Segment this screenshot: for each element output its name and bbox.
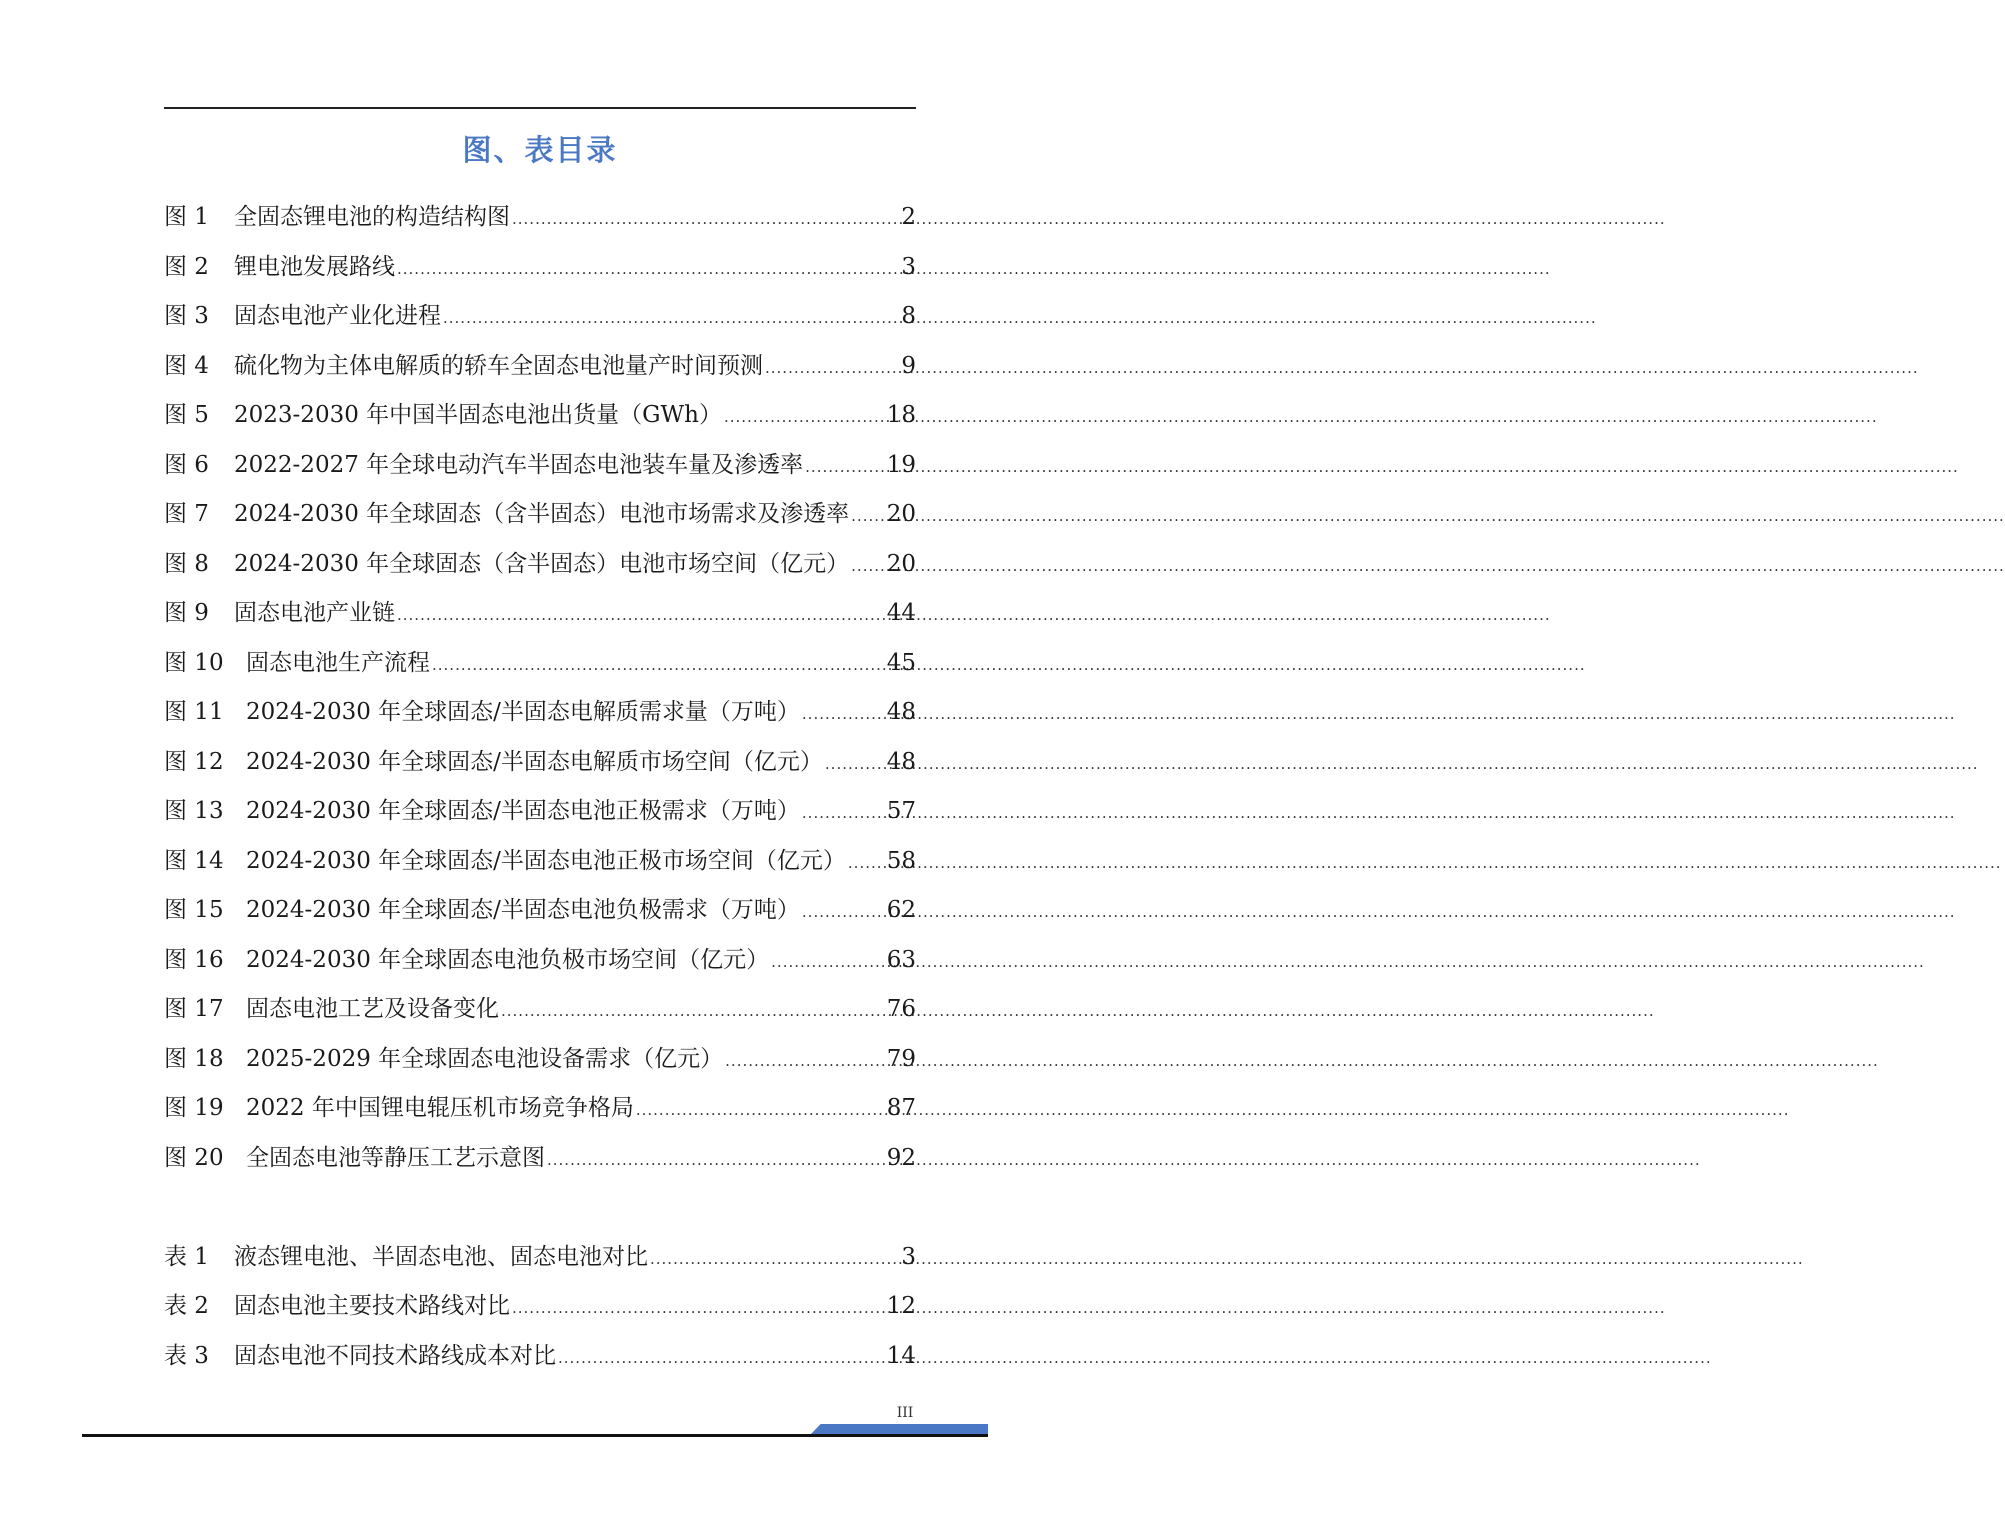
figure-entry[interactable] bbox=[164, 490, 916, 540]
entry-label: 图 13 bbox=[164, 798, 224, 824]
entry-title: 硫化物为主体电解质的轿车全固态电池量产时间预测 bbox=[234, 352, 763, 379]
figure-entry[interactable] bbox=[164, 738, 916, 788]
figure-entry[interactable] bbox=[164, 193, 916, 243]
entry-title: 固态电池主要技术路线对比 bbox=[234, 1293, 510, 1319]
figure-entry[interactable] bbox=[164, 886, 916, 936]
entry-label: 图 9 bbox=[164, 600, 209, 626]
entry-label: 图 4 bbox=[164, 352, 209, 379]
figure-entry[interactable] bbox=[164, 688, 916, 738]
entry-page-number: 45 bbox=[886, 649, 916, 676]
entry-title: 2022-2027 年全球电动汽车半固态电池装车量及渗透率 bbox=[234, 451, 804, 478]
entry-label: 图 6 bbox=[164, 451, 209, 478]
figure-list bbox=[164, 193, 916, 1183]
entry-page-number: 3 bbox=[901, 1243, 916, 1270]
dot-leader bbox=[802, 888, 885, 938]
entry-title: 2024-2030 年全球固态（含半固态）电池市场需求及渗透率 bbox=[234, 501, 850, 527]
dot-leader bbox=[802, 789, 885, 839]
entry-page-number: 19 bbox=[886, 451, 916, 478]
entry-title: 2024-2030 年全球固态/半固态电池负极需求（万吨） bbox=[246, 897, 800, 923]
figure-entry[interactable] bbox=[164, 342, 916, 392]
entry-title: 固态电池产业链 bbox=[234, 600, 395, 626]
entry-title: 2024-2030 年全球固态（含半固态）电池市场空间（亿元） bbox=[234, 550, 850, 577]
entry-title: 2022 年中国锂电辊压机市场竞争格局 bbox=[246, 1095, 634, 1121]
figure-entry[interactable] bbox=[164, 1084, 916, 1134]
entry-label: 图 20 bbox=[164, 1144, 224, 1171]
dot-leader bbox=[397, 591, 885, 641]
dot-leader bbox=[724, 393, 885, 443]
entry-title: 固态电池生产流程 bbox=[246, 649, 430, 676]
figure-entry[interactable] bbox=[164, 787, 916, 837]
entry-label: 表 2 bbox=[164, 1293, 209, 1319]
entry-label: 图 15 bbox=[164, 897, 224, 923]
entry-label: 图 16 bbox=[164, 946, 224, 973]
figure-entry[interactable] bbox=[164, 1134, 916, 1184]
entry-title: 全固态电池等静压工艺示意图 bbox=[246, 1144, 545, 1171]
entry-page-number: 8 bbox=[901, 303, 916, 329]
entry-label: 图 11 bbox=[164, 699, 224, 725]
entry-title: 固态电池工艺及设备变化 bbox=[246, 996, 499, 1022]
figure-entry[interactable] bbox=[164, 1035, 916, 1085]
entry-title: 2024-2030 年全球固态/半固态电解质需求量（万吨） bbox=[246, 699, 800, 725]
entry-title: 固态电池不同技术路线成本对比 bbox=[234, 1342, 556, 1369]
figure-entry[interactable] bbox=[164, 292, 916, 342]
dot-leader bbox=[771, 938, 885, 988]
entry-label: 图 17 bbox=[164, 996, 224, 1022]
dot-leader bbox=[443, 294, 899, 344]
entry-label: 图 19 bbox=[164, 1095, 224, 1121]
dot-leader bbox=[765, 344, 899, 394]
dot-leader bbox=[512, 1284, 885, 1334]
entry-page-number: 62 bbox=[886, 897, 916, 923]
entry-page-number: 57 bbox=[886, 798, 916, 824]
section-gap bbox=[164, 1183, 916, 1233]
entry-page-number: 44 bbox=[886, 600, 916, 626]
figure-entry[interactable] bbox=[164, 589, 916, 639]
entry-label: 图 5 bbox=[164, 402, 209, 428]
figure-entry[interactable] bbox=[164, 391, 916, 441]
entry-label: 图 2 bbox=[164, 253, 209, 280]
table-entry[interactable] bbox=[164, 1332, 916, 1382]
entry-page-number: 9 bbox=[901, 352, 916, 379]
figure-entry[interactable] bbox=[164, 243, 916, 293]
entry-label: 图 7 bbox=[164, 501, 209, 527]
entry-page-number: 48 bbox=[886, 748, 916, 775]
dot-leader bbox=[501, 987, 885, 1037]
dot-leader bbox=[547, 1136, 885, 1186]
entry-title: 锂电池发展路线 bbox=[234, 253, 395, 280]
entry-page-number: 3 bbox=[901, 253, 916, 280]
entry-page-number: 2 bbox=[901, 204, 916, 230]
dot-leader bbox=[725, 1037, 885, 1087]
dot-leader bbox=[558, 1334, 885, 1384]
figure-entry[interactable] bbox=[164, 441, 916, 491]
table-entry[interactable] bbox=[164, 1282, 916, 1332]
header-rule bbox=[164, 107, 916, 109]
entry-page-number: 92 bbox=[886, 1144, 916, 1171]
entry-page-number: 12 bbox=[886, 1293, 916, 1319]
entry-title: 固态电池产业化进程 bbox=[234, 303, 441, 329]
entry-page-number: 79 bbox=[886, 1045, 916, 1072]
figure-entry[interactable] bbox=[164, 540, 916, 590]
entry-label: 图 3 bbox=[164, 303, 209, 329]
page-number: III bbox=[896, 1405, 914, 1421]
dot-leader bbox=[805, 443, 885, 493]
dot-leader bbox=[432, 641, 885, 691]
entry-page-number: 18 bbox=[886, 402, 916, 428]
dot-leader bbox=[851, 542, 885, 592]
entry-label: 表 3 bbox=[164, 1342, 209, 1369]
dot-leader bbox=[825, 740, 885, 790]
entry-title: 2024-2030 年全球固态/半固态电解质市场空间（亿元） bbox=[246, 748, 823, 775]
table-list bbox=[164, 1233, 916, 1382]
entry-title: 2024-2030 年全球固态电池负极市场空间（亿元） bbox=[246, 946, 770, 973]
entry-label: 图 10 bbox=[164, 649, 224, 676]
entry-title: 液态锂电池、半固态电池、固态电池对比 bbox=[234, 1243, 648, 1270]
entry-title: 2025-2029 年全球固态电池设备需求（亿元） bbox=[246, 1045, 724, 1072]
entry-page-number: 48 bbox=[886, 699, 916, 725]
dot-leader bbox=[802, 690, 885, 740]
entry-label: 图 14 bbox=[164, 847, 224, 874]
dot-leader bbox=[848, 839, 885, 889]
entry-title: 2023-2030 年中国半固态电池出货量（GWh） bbox=[234, 402, 722, 428]
dot-leader bbox=[397, 245, 899, 295]
footer-rule bbox=[82, 1434, 988, 1437]
dot-leader bbox=[851, 492, 885, 542]
table-of-contents bbox=[164, 193, 916, 1381]
entry-page-number: 20 bbox=[886, 501, 916, 527]
table-entry[interactable] bbox=[164, 1233, 916, 1283]
figure-entry[interactable] bbox=[164, 837, 916, 887]
entry-page-number: 76 bbox=[886, 996, 916, 1022]
entry-label: 图 12 bbox=[164, 748, 224, 775]
entry-label: 图 1 bbox=[164, 204, 209, 230]
entry-page-number: 14 bbox=[886, 1342, 916, 1369]
entry-title: 2024-2030 年全球固态/半固态电池正极需求（万吨） bbox=[246, 798, 800, 824]
entry-title: 2024-2030 年全球固态/半固态电池正极市场空间（亿元） bbox=[246, 847, 846, 874]
entry-label: 表 1 bbox=[164, 1243, 209, 1270]
dot-leader bbox=[636, 1086, 885, 1136]
figure-entry[interactable] bbox=[164, 985, 916, 1035]
entry-page-number: 20 bbox=[886, 550, 916, 577]
dot-leader bbox=[650, 1235, 899, 1285]
entry-label: 图 18 bbox=[164, 1045, 224, 1072]
entry-label: 图 8 bbox=[164, 550, 209, 577]
entry-page-number: 63 bbox=[886, 946, 916, 973]
entry-page-number: 58 bbox=[886, 847, 916, 874]
entry-page-number: 87 bbox=[886, 1095, 916, 1121]
page-title: 图、表目录 bbox=[462, 133, 618, 167]
figure-entry[interactable] bbox=[164, 639, 916, 689]
entry-title: 全固态锂电池的构造结构图 bbox=[234, 204, 510, 230]
figure-entry[interactable] bbox=[164, 936, 916, 986]
dot-leader bbox=[512, 195, 899, 245]
